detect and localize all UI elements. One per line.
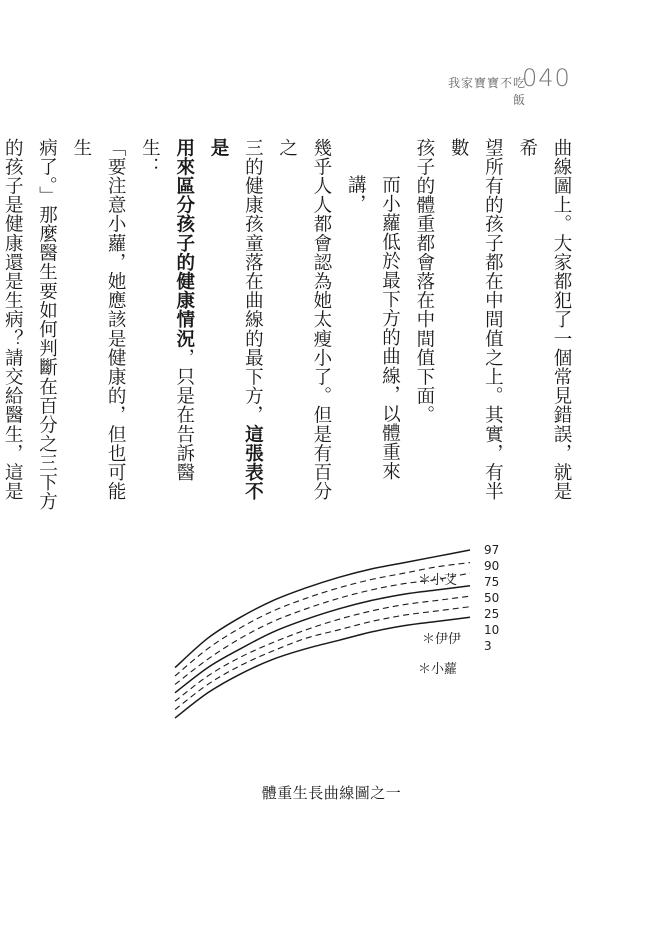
percentile-curve-97 bbox=[175, 550, 470, 668]
page-number: 040 bbox=[522, 64, 571, 92]
percentile-label-50: 50 bbox=[484, 591, 500, 605]
percentile-label-25: 25 bbox=[484, 607, 500, 621]
percentile-label-3: 3 bbox=[484, 639, 492, 653]
percentile-label-10: 10 bbox=[484, 623, 500, 637]
body-text bbox=[2, 138, 578, 518]
text-column: 望所有的孩子都在中間值之上。其實，有半數 bbox=[448, 138, 504, 501]
text-column: 而小蘿低於最下方的曲線，以體重來講， bbox=[345, 175, 401, 481]
emphasis-text: 這張表不是 bbox=[208, 138, 264, 501]
text-column: 孩子的體重都會落在中間值下面。 bbox=[413, 138, 435, 425]
text-column: 病了。」那麼醫生要如何判斷在百分之三下方 bbox=[36, 138, 58, 511]
child-marker-90: ＊小艾 bbox=[418, 573, 458, 588]
text-column: 曲線圖上。大家都犯了一個常見錯誤，就是希 bbox=[516, 138, 572, 501]
emphasis-text: 用來區分孩子的健康情況 bbox=[173, 138, 195, 349]
percentile-label-97: 97 bbox=[484, 543, 500, 557]
percentile-label-75: 75 bbox=[484, 575, 500, 589]
text-column: 幾乎人人都會認為她太瘦小了。但是有百分之 bbox=[276, 138, 332, 501]
growth-curve-chart bbox=[160, 540, 520, 770]
text-column bbox=[132, 138, 201, 518]
percentile-label-90: 90 bbox=[484, 559, 500, 573]
text-run: ，只是在告訴醫生： bbox=[139, 138, 195, 482]
text-column: 「要注意小蘿，她應該是健康的，但也可能生 bbox=[70, 138, 127, 501]
child-marker-25: ＊伊伊 bbox=[422, 632, 462, 647]
child-marker-3: ＊小蘿 bbox=[418, 662, 458, 677]
figure-caption: 體重生長曲線圖之一 bbox=[261, 784, 402, 802]
running-header-title: 我家寶寶不吃飯 bbox=[447, 76, 526, 107]
text-column: 的孩子是健康還是生病？請交給醫生，這是 bbox=[2, 138, 24, 501]
text-column bbox=[201, 138, 270, 518]
text-run: 三的健康孩童落在曲線的最下方， bbox=[242, 138, 264, 425]
